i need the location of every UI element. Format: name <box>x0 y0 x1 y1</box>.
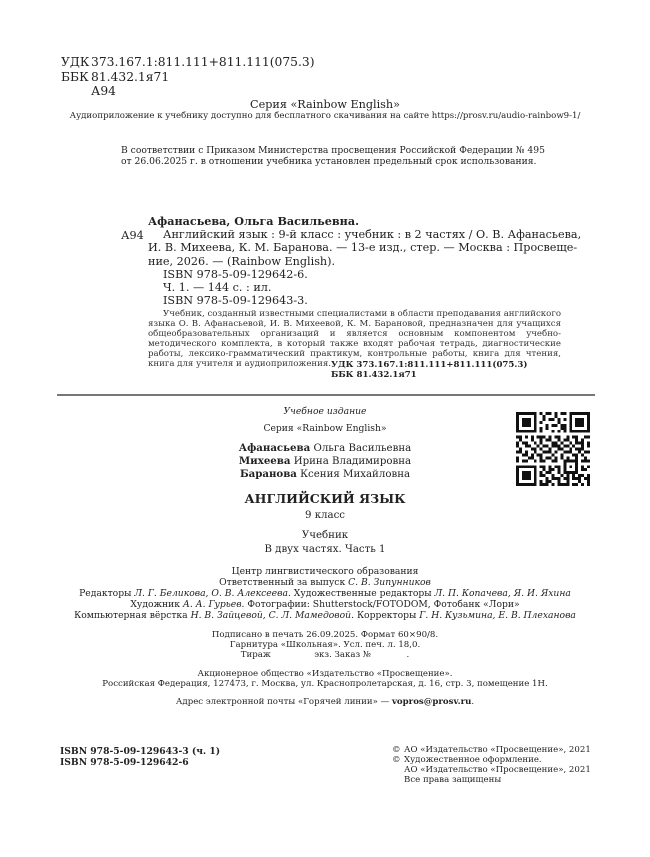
isbn-set: ISBN 978-5-09-129642-6 <box>60 757 189 768</box>
card-line: И. В. Михеева, К. М. Баранова. — 13-е изд., стер. — Москва : Просвеще- <box>148 241 578 255</box>
isbn-part: ISBN 978-5-09-129643-3 (ч. 1) <box>60 746 221 757</box>
photo-credits: Фотографии: Shutterstock/FOTODOM, Фотобанк «Лори» <box>247 599 520 611</box>
proof-names: Г. Н. Кузьмина, Е. В. Плеханова <box>419 610 576 622</box>
order-note <box>121 145 561 167</box>
imprint-series: Серия «Rainbow English» <box>263 423 387 434</box>
order-note-line-2: от 26.06.2025 г. в отношении учебника установлен предельный срок использования. <box>121 156 537 167</box>
edition-type: Учебное издание <box>283 406 367 417</box>
order-label: экз. Заказ № <box>314 650 372 661</box>
proof-label: Корректоры <box>356 610 417 622</box>
responsible-line <box>60 577 590 588</box>
author-surname: Афанасьева <box>238 442 311 454</box>
order-note-line-1: В соответствии с Приказом Министерства просвещения Российской Федерации № 495 <box>121 145 545 156</box>
editors-names: Л. Г. Беликова, О. В. Алексеева. <box>134 588 291 600</box>
layout-names: Н. В. Зайцевой, С. Л. Мамедовой. <box>190 610 355 622</box>
card-author-heading: Афанасьева, Ольга Васильевна. <box>148 214 359 228</box>
editors-line <box>60 588 590 599</box>
copyright-line-1: АО «Издательство «Просвещение», 2021 <box>404 745 591 755</box>
artist-label: Художник <box>130 599 180 611</box>
art-editors-label: Художественные редакторы <box>293 588 432 600</box>
publishing-center: Центр лингвистического образования <box>231 566 419 578</box>
imprint-author <box>60 442 590 455</box>
card-isbn-part: ISBN 978-5-09-129643-3. <box>163 294 308 308</box>
copyright-icon: © <box>392 755 401 765</box>
author-given: Ольга Васильевна <box>313 443 412 454</box>
editors-label: Редакторы <box>79 588 132 600</box>
audio-note: Аудиоприложение к учебнику доступно для бесплатного скачивания на сайте https://prosv.ru/audio-rainbow9-1/ <box>69 111 581 121</box>
hotline-email[interactable]: vopros@prosv.ru <box>391 697 472 708</box>
author-surname: Михеева <box>238 455 291 468</box>
card-line: Английский язык : 9-й класс : учебник : в 2 частях / О. В. Афанасьева, <box>163 228 582 242</box>
card-bbk: ББК 81.432.1я71 <box>331 370 417 380</box>
artist-line <box>60 599 590 610</box>
copyright-icon: © <box>392 745 401 755</box>
order-end: . <box>406 650 410 661</box>
hotline-line <box>60 697 590 707</box>
print-info-3 <box>60 650 590 660</box>
print-run-label: Тираж <box>240 650 271 661</box>
bbk-value: 81.432.1я71 <box>91 69 170 84</box>
udk-value: 373.167.1:811.111+811.111(075.3) <box>91 55 315 69</box>
section-divider <box>57 394 595 396</box>
responsible-label: Ответственный за выпуск <box>219 577 346 589</box>
card-part-info: Ч. 1. — 144 с. : ил. <box>163 281 272 295</box>
qr-code-icon <box>516 412 590 486</box>
doc-type: Учебник <box>301 529 349 541</box>
layout-line <box>60 610 590 621</box>
imprint-author <box>60 455 590 468</box>
copyright-line-3: АО «Издательство «Просвещение», 2021 <box>404 765 591 775</box>
card-codes <box>331 360 527 380</box>
card-line: ние, 2026. — (Rainbow English). <box>148 254 336 268</box>
imprint-author <box>60 468 590 481</box>
card-annotation-text: Учебник, созданный известными специалистами в области преподавания английского языка О. В. Афанасьевой, И. В. Михеевой, К. М. Барановой, предназначен для учащихся общеобразовательных организаций и является основным компонентом учебно-методического комплекта, в который также входят рабочая тетрадь, диагностические работы, лексико-грамматический практикум, контрольные работы, книга для чтения, книга для учителя и аудиоприложения. <box>148 309 561 370</box>
publisher-address: Российская Федерация, 127473, г. Москва, ул. Краснопролетарская, д. 16, стр. 3, помещение 1Н. <box>102 679 548 690</box>
print-info-1: Подписано в печать 26.09.2025. Формат 60×90/8. <box>211 630 439 641</box>
art-editors-names: Л. П. Копачева, Я. И. Яхина <box>434 588 571 600</box>
copyright-block <box>392 745 591 785</box>
copyright-line-2: Художественное оформление. <box>404 755 542 765</box>
catalog-card <box>121 214 582 370</box>
bbk-label: ББК <box>61 69 89 84</box>
book-parts: В двух частях. Часть 1 <box>264 544 386 556</box>
hotline-label: Адрес электронной почты «Горячей линии» — <box>175 697 390 708</box>
imprint <box>60 406 590 707</box>
book-grade: 9 класс <box>304 509 346 521</box>
card-udk: УДК 373.167.1:811.111+811.111(075.3) <box>331 360 528 370</box>
print-info-2: Гарнитура «Школьная». Усл. печ. л. 18,0. <box>229 640 421 651</box>
udk-label: УДК <box>61 55 90 69</box>
card-isbn-set: ISBN 978-5-09-129642-6. <box>163 267 308 281</box>
hotline-end: . <box>471 697 475 708</box>
artist-name: А. А. Гурьев. <box>182 599 245 611</box>
isbn-block <box>60 746 220 768</box>
author-given: Ксения Михайловна <box>300 469 411 481</box>
layout-label: Компьютерная вёрстка <box>74 610 188 622</box>
series-title: Серия «Rainbow English» <box>250 98 400 111</box>
author-mark: А94 <box>91 84 116 98</box>
card-author-mark: А94 <box>121 229 144 242</box>
book-title: АНГЛИЙСКИЙ ЯЗЫК <box>244 490 406 506</box>
author-given: Ирина Владимировна <box>293 456 412 468</box>
responsible-name: С. В. Зипунников <box>348 577 431 589</box>
author-surname: Баранова <box>239 468 297 481</box>
copyright-line-4: Все права защищены <box>404 775 502 785</box>
publisher-name: Акционерное общество «Издательство «Просвещение». <box>197 669 453 680</box>
header-codes <box>61 55 315 99</box>
